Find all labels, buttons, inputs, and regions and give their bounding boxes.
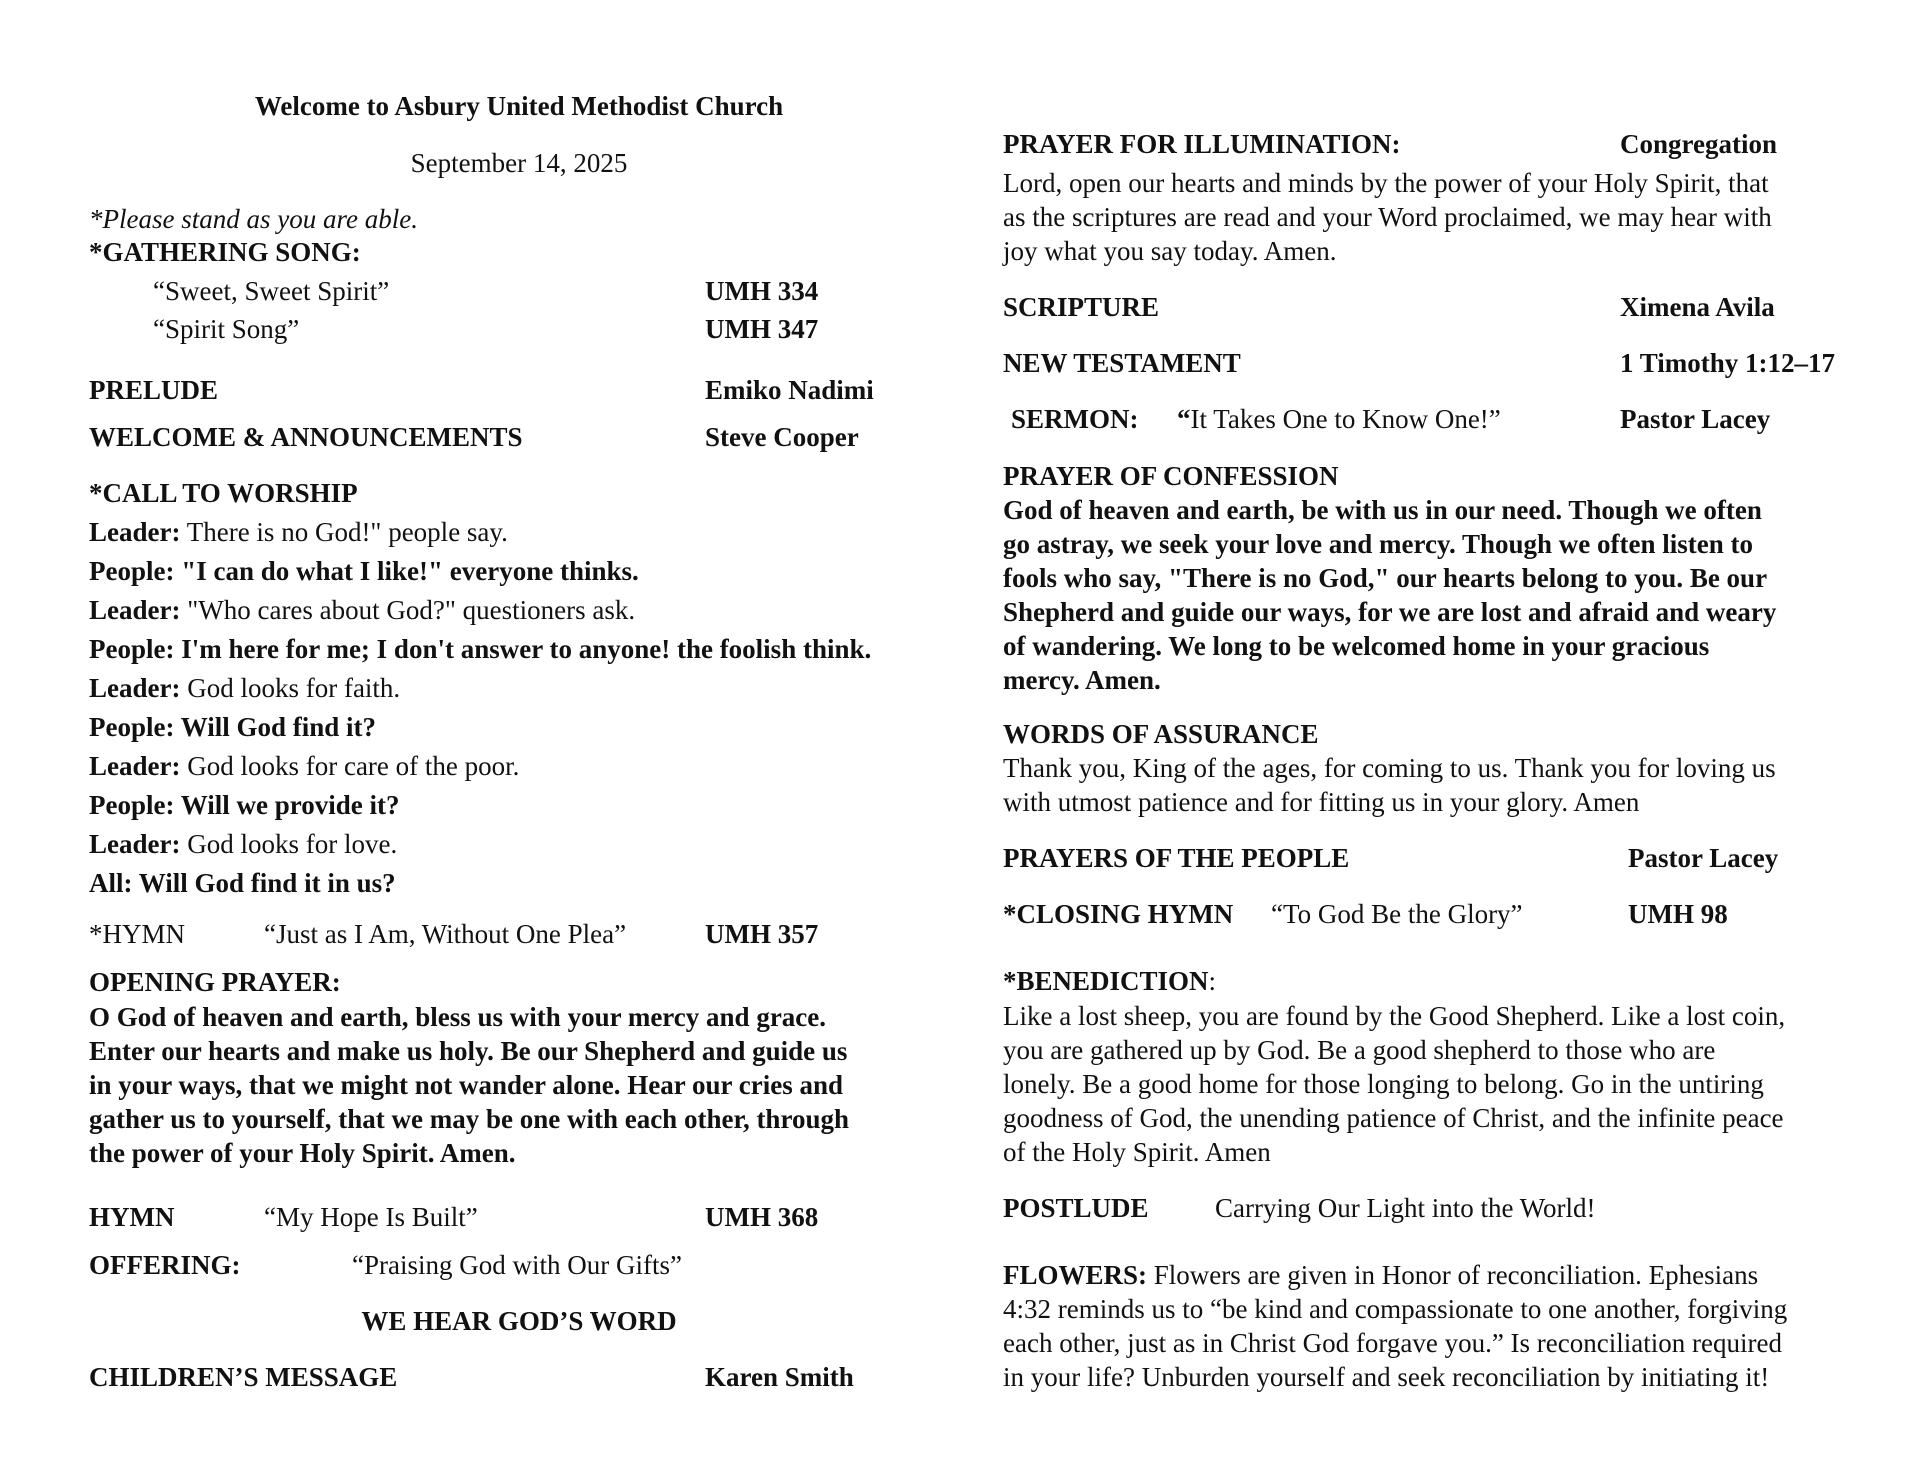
childrens-message-person: Karen Smith — [705, 1362, 854, 1392]
prayers-of-the-people-label: PRAYERS OF THE PEOPLE — [1003, 843, 1350, 873]
scripture-person: Ximena Avila — [1620, 292, 1775, 322]
litany-line: Leader: God looks for care of the poor. — [89, 751, 520, 781]
litany-line: All: Will God find it in us? — [89, 868, 396, 898]
opening-prayer-line: Enter our hearts and make us holy. Be our Shepherd and guide us — [89, 1036, 848, 1066]
sermon-label: SERMON: — [1011, 404, 1139, 434]
benediction-heading: *BENEDICTION: — [1003, 966, 1217, 996]
call-to-worship-heading: *CALL TO WORSHIP — [89, 478, 358, 508]
offering-title: “Praising God with Our Gifts” — [352, 1250, 682, 1280]
illumination-line: as the scriptures are read and your Word proclaimed, we may hear with — [1003, 202, 1772, 232]
opening-prayer-line: gather us to yourself, that we may be one with each other, through — [89, 1104, 849, 1134]
assurance-line: with utmost patience and for fitting us in your glory. Amen — [1003, 787, 1640, 817]
hymn-label: *HYMN — [89, 919, 186, 949]
postlude-label: POSTLUDE — [1003, 1193, 1149, 1223]
opening-prayer-line: the power of your Holy Spirit. Amen. — [89, 1138, 516, 1168]
prelude-label: PRELUDE — [89, 375, 219, 405]
opening-prayer-heading: OPENING PRAYER: — [89, 967, 341, 997]
flowers-line: FLOWERS: Flowers are given in Honor of reconciliation. Ephesians — [1003, 1260, 1759, 1290]
litany-line: Leader: God looks for faith. — [89, 673, 401, 703]
new-testament-ref: 1 Timothy 1:12–17 — [1620, 348, 1836, 378]
gathering-heading: *GATHERING SONG: — [89, 237, 361, 267]
stand-note: *Please stand as you are able. — [89, 204, 418, 234]
closing-hymn-title: “To God Be the Glory” — [1271, 899, 1523, 929]
litany-line: Leader: There is no God!" people say. — [89, 517, 508, 547]
postlude-title: Carrying Our Light into the World! — [1215, 1193, 1596, 1223]
benediction-line: lonely. Be a good home for those longing to belong. Go in the untiring — [1003, 1069, 1764, 1099]
benediction-line: Like a lost sheep, you are found by the Good Shepherd. Like a lost coin, — [1003, 1001, 1786, 1031]
offering-label: OFFERING: — [89, 1250, 241, 1280]
litany-line: People: Will God find it? — [89, 712, 377, 742]
illumination-line: Lord, open our hearts and minds by the power of your Holy Spirit, that — [1003, 168, 1769, 198]
hymn-ref: UMH 368 — [705, 1202, 819, 1232]
sermon-title: “It Takes One to Know One!” — [1177, 404, 1501, 434]
closing-hymn-ref: UMH 98 — [1628, 899, 1728, 929]
childrens-message-label: CHILDREN’S MESSAGE — [89, 1362, 398, 1392]
welcome-person: Steve Cooper — [705, 422, 859, 452]
confession-line: mercy. Amen. — [1003, 665, 1161, 695]
benediction-line: you are gathered up by God. Be a good shepherd to those who are — [1003, 1035, 1716, 1065]
confession-line: God of heaven and earth, be with us in our need. Though we often — [1003, 495, 1762, 525]
gathering-song-title: “Spirit Song” — [153, 314, 300, 344]
scripture-label: SCRIPTURE — [1003, 292, 1160, 322]
confession-line: fools who say, "There is no God," our hearts belong to you. Be our — [1003, 563, 1768, 593]
new-testament-label: NEW TESTAMENT — [1003, 348, 1241, 378]
illumination-line: joy what you say today. Amen. — [1003, 236, 1337, 266]
flowers-line: 4:32 reminds us to “be kind and compassionate to one another, forgiving — [1003, 1294, 1788, 1324]
flowers-line: in your life? Unburden yourself and seek reconciliation by initiating it! — [1003, 1362, 1770, 1392]
welcome-label: WELCOME & ANNOUNCEMENTS — [89, 422, 523, 452]
hymn-title: “Just as I Am, Without One Plea” — [264, 919, 627, 949]
litany-line: People: "I can do what I like!" everyone thinks. — [89, 556, 639, 586]
confession-heading: PRAYER OF CONFESSION — [1003, 461, 1339, 491]
assurance-line: Thank you, King of the ages, for coming to us. Thank you for loving us — [1003, 753, 1776, 783]
opening-prayer-line: in your ways, that we might not wander alone. Hear our cries and — [89, 1070, 844, 1100]
gathering-song-ref: UMH 347 — [705, 314, 819, 344]
section-heading: WE HEAR GOD’S WORD — [361, 1306, 677, 1336]
benediction-line: of the Holy Spirit. Amen — [1003, 1137, 1271, 1167]
illumination-label: PRAYER FOR ILLUMINATION: — [1003, 129, 1401, 159]
flowers-line: each other, just as in Christ God forgave you.” Is reconciliation required — [1003, 1328, 1782, 1358]
prayers-of-the-people-person: Pastor Lacey — [1628, 843, 1779, 873]
benediction-line: goodness of God, the unending patience of Christ, and the infinite peace — [1003, 1103, 1784, 1133]
litany-line: People: Will we provide it? — [89, 790, 400, 820]
service-date: September 14, 2025 — [410, 148, 628, 178]
hymn-ref: UMH 357 — [705, 919, 819, 949]
hymn-title: “My Hope Is Built” — [264, 1202, 478, 1232]
litany-line: Leader: God looks for love. — [89, 829, 398, 859]
litany-line: Leader: "Who cares about God?" questioners ask. — [89, 595, 636, 625]
confession-line: go astray, we seek your love and mercy. Though we often listen to — [1003, 529, 1753, 559]
closing-hymn-label: *CLOSING HYMN — [1003, 899, 1234, 929]
hymn-label: HYMN — [89, 1202, 175, 1232]
gathering-song-title: “Sweet, Sweet Spirit” — [153, 276, 390, 306]
opening-prayer-line: O God of heaven and earth, bless us with your mercy and grace. — [89, 1002, 827, 1032]
page-title: Welcome to Asbury United Methodist Church — [254, 91, 784, 121]
confession-line: Shepherd and guide our ways, for we are lost and afraid and weary — [1003, 597, 1777, 627]
gathering-song-ref: UMH 334 — [705, 276, 819, 306]
illumination-person: Congregation — [1620, 129, 1778, 159]
prelude-person: Emiko Nadimi — [705, 375, 874, 405]
assurance-heading: WORDS OF ASSURANCE — [1003, 719, 1319, 749]
confession-line: of wandering. We long to be welcomed home in your gracious — [1003, 631, 1710, 661]
sermon-person: Pastor Lacey — [1620, 404, 1771, 434]
litany-line: People: I'm here for me; I don't answer to anyone! the foolish think. — [89, 634, 872, 664]
